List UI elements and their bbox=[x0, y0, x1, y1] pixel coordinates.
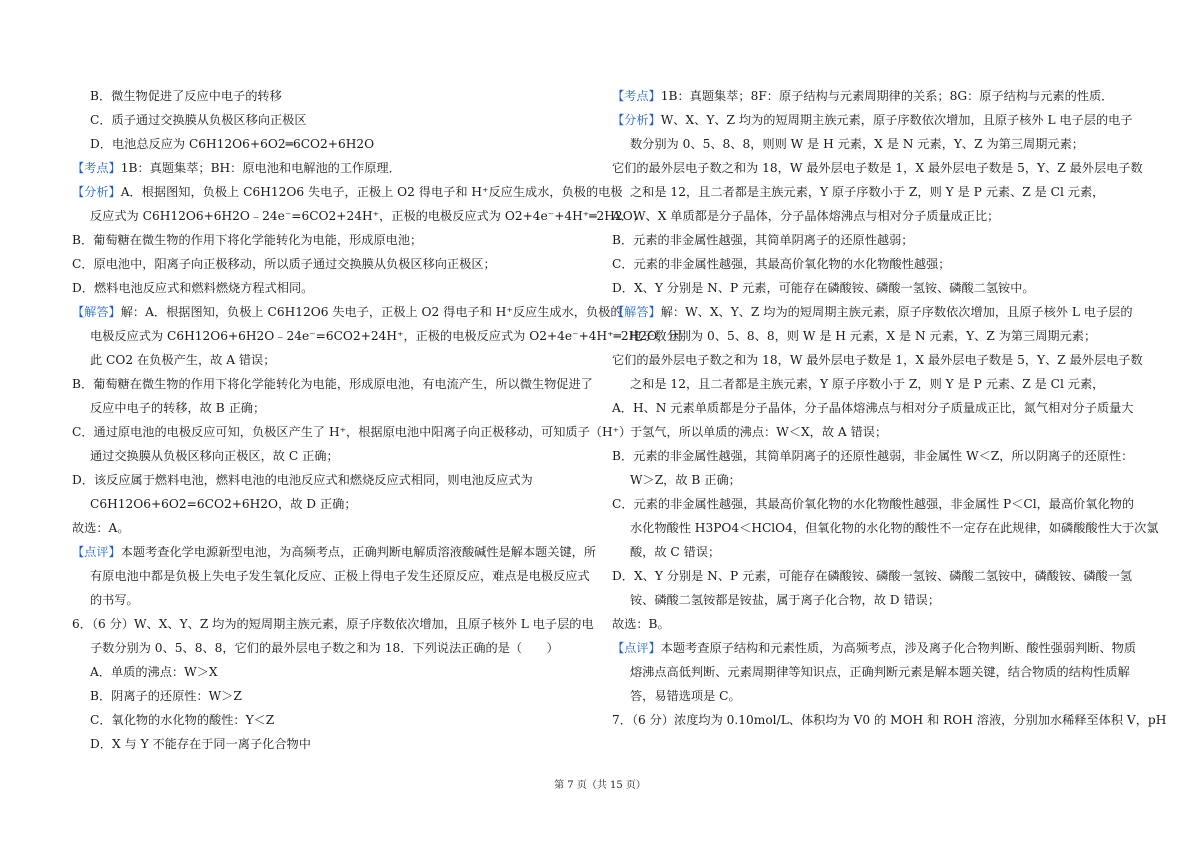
text-line: A．W、X 单质都是分子晶体，分子晶体熔沸点与相对分子质量成正比； bbox=[612, 209, 1000, 223]
text-line: 答，易错选项是 C。 bbox=[630, 689, 741, 703]
text-line: B．微生物促进了反应中电子的转移 bbox=[90, 89, 282, 103]
section-tag-kaodian: 【考点】 bbox=[612, 89, 661, 103]
text-line: W＞Z，故 B 正确； bbox=[630, 473, 741, 487]
page-footer: 第 7 页（共 15 页） bbox=[554, 780, 646, 791]
text-line: 【分析】A．根据图知，负极上 C6H12O6 失电子，正极上 O2 得电子和 H⁺反应生成水，负极的电极 bbox=[72, 185, 623, 199]
text-line: 此 CO2 在负极产生，故 A 错误； bbox=[90, 353, 276, 367]
option-d: D．X 与 Y 不能存在于同一离子化合物中 bbox=[90, 737, 311, 751]
text-line: 数分别为 0、5、8、8，则则 W 是 H 元素，X 是 N 元素，Y、Z 为第三周期元素； bbox=[630, 137, 1084, 151]
text-line: 【点评】本题考查化学电源新型电池，为高频考点，正确判断电解质溶液酸碱性是解本题关键，所 bbox=[72, 545, 597, 559]
text-line: 它们的最外层电子数之和为 18，W 最外层电子数是 1，X 最外层电子数是 5，Y、Z 最外层电子数 bbox=[612, 161, 1143, 175]
text-line: 电极反应式为 C6H12O6+6H2O﹣24e⁻=6CO2+24H⁺，正极的电极反应式为 O2+4e⁻+4H⁺═2H2O，因 bbox=[90, 329, 682, 343]
section-tag-dianping: 【点评】 bbox=[72, 545, 121, 559]
text-line: 电子数分别为 0、5、8、8，则 W 是 H 元素，X 是 N 元素，Y、Z 为第三周期元素； bbox=[630, 329, 1097, 343]
text-line: 水化物酸性 H3PO4＜HClO4，但氧化物的水化物的酸性不一定存在此规律，如磷酸酸性大于次氯 bbox=[630, 521, 1159, 535]
text-line: 【解答】解：A．根据图知，负极上 C6H12O6 失电子，正极上 O2 得电子和 H⁺反应生成水，负极的 bbox=[72, 305, 623, 319]
text-line: C6H12O6+6O2=6CO2+6H2O，故 D 正确； bbox=[90, 497, 357, 511]
text-line: D．X、Y 分别是 N、P 元素，可能存在磷酸铵、磷酸一氢铵、磷酸二氢铵中，磷酸铵、磷酸一氢 bbox=[612, 569, 1133, 583]
text-line: D．该反应属于燃料电池，燃料电池的电池反应式和燃烧反应式相同，则电池反应式为 bbox=[72, 473, 533, 487]
text-line: 【点评】本题考查原子结构和元素性质，为高频考点，涉及离子化合物判断、酸性强弱判断、物质 bbox=[612, 641, 1137, 655]
question-7: 7．（6 分）浓度均为 0.10mol/L、体积均为 V0 的 MOH 和 ROH 溶液，分别加水稀释至体积 V，pH bbox=[612, 713, 1167, 727]
text-line: C．通过原电池的电极反应可知，负极区产生了 H⁺，根据原电池中阳离子向正极移动，可知质子（H⁺） bbox=[72, 425, 632, 439]
section-tag-dianping: 【点评】 bbox=[612, 641, 661, 655]
text-line: C．原电池中，阳离子向正极移动，所以质子通过交换膜从负极区移向正极区； bbox=[72, 257, 496, 271]
text-line: 铵、磷酸二氢铵都是铵盐，属于离子化合物，故 D 错误； bbox=[630, 593, 941, 607]
text-line: 故选：B。 bbox=[612, 617, 670, 631]
option-c: C．氧化物的水化物的酸性：Y＜Z bbox=[90, 713, 275, 727]
text-line: 反应中电子的转移，故 B 正确； bbox=[90, 401, 266, 415]
section-tag-jieda: 【解答】 bbox=[612, 305, 661, 319]
text-line: 它们的最外层电子数之和为 18，W 最外层电子数是 1，X 最外层电子数是 5，Y、Z 最外层电子数 bbox=[612, 353, 1143, 367]
text-line: 反应式为 C6H12O6+6H2O﹣24e⁻=6CO2+24H⁺，正极的电极反应式为 O2+4e⁻+4H⁺═2H2O； bbox=[90, 209, 645, 223]
text-line: B．元素的非金属性越强，其简单阴离子的还原性越弱； bbox=[612, 233, 914, 247]
text-line: C．元素的非金属性越强，其最高价氧化物的水化物酸性越强，非金属性 P＜Cl，最高价氧化物的 bbox=[612, 497, 1135, 511]
text-line: 于氢气，所以单质的沸点：W＜X，故 A 错误； bbox=[630, 425, 888, 439]
text-line: 熔沸点高低判断、元素周期律等知识点，正确判断元素是解本题关键，结合物质的结构性质解 bbox=[630, 665, 1130, 679]
text-line: 【考点】1B：真题集萃；BH：原电池和电解池的工作原理． bbox=[72, 161, 401, 175]
text-line: 之和是 12，且二者都是主族元素，Y 原子序数小于 Z，则 Y 是 P 元素、Z 是 Cl 元素， bbox=[630, 377, 1105, 391]
text-line: 的书写。 bbox=[90, 593, 139, 607]
text-line: A．H、N 元素单质都是分子晶体，分子晶体熔沸点与相对分子质量成正比，氮气相对分子质量大 bbox=[612, 401, 1134, 415]
text-line: B．葡萄糖在微生物的作用下将化学能转化为电能，形成原电池，有电流产生，所以微生物促进了 bbox=[72, 377, 593, 391]
section-tag-kaodian: 【考点】 bbox=[72, 161, 121, 175]
question-6: 6．（6 分）W、X、Y、Z 均为的短周期主族元素，原子序数依次增加，且原子核外 L 电子层的电 bbox=[72, 617, 594, 631]
text-line: C．元素的非金属性越强，其最高价氧化物的水化物酸性越强； bbox=[612, 257, 951, 271]
text-line: 【考点】1B：真题集萃；8F：原子结构与元素周期律的关系；8G：原子结构与元素的性质． bbox=[612, 89, 1114, 103]
text-line: B．葡萄糖在微生物的作用下将化学能转化为电能，形成原电池； bbox=[72, 233, 423, 247]
text-line: 【分析】W、X、Y、Z 均为的短周期主族元素，原子序数依次增加，且原子核外 L 电子层的电子 bbox=[612, 113, 1133, 127]
text-line: 故选：A。 bbox=[72, 521, 130, 535]
text-line: C．质子通过交换膜从负极区移向正极区 bbox=[90, 113, 307, 127]
text-line: 酸，故 C 错误； bbox=[630, 545, 721, 559]
text-line: 子数分别为 0、5、8、8，它们的最外层电子数之和为 18．下列说法正确的是（ ） bbox=[90, 641, 559, 655]
option-a: A．单质的沸点：W＞X bbox=[90, 665, 218, 679]
section-tag-fenxi: 【分析】 bbox=[72, 185, 121, 199]
section-tag-fenxi: 【分析】 bbox=[612, 113, 661, 127]
option-b: B．阴离子的还原性：W＞Z bbox=[90, 689, 242, 703]
text-line: 【解答】解：W、X、Y、Z 均为的短周期主族元素，原子序数依次增加，且原子核外 L 电子层的 bbox=[612, 305, 1133, 319]
text-line: B．元素的非金属性越强，其简单阴离子的还原性越弱，非金属性 W＜Z，所以阴离子的还原性： bbox=[612, 449, 1134, 463]
text-line: D．燃料电池反应式和燃料燃烧方程式相同。 bbox=[72, 281, 314, 295]
section-tag-jieda: 【解答】 bbox=[72, 305, 121, 319]
text-line: D．X、Y 分别是 N、P 元素，可能存在磷酸铵、磷酸一氢铵、磷酸二氢铵中。 bbox=[612, 281, 1035, 295]
text-line: D．电池总反应为 C6H12O6+6O2═6CO2+6H2O bbox=[90, 137, 375, 151]
text-line: 之和是 12，且二者都是主族元素，Y 原子序数小于 Z，则 Y 是 P 元素、Z 是 Cl 元素， bbox=[630, 185, 1105, 199]
text-line: 通过交换膜从负极区移向正极区，故 C 正确； bbox=[90, 449, 339, 463]
text-line: 有原电池中都是负极上失电子发生氧化反应、正极上得电子发生还原反应，难点是电极反应式 bbox=[90, 569, 590, 583]
